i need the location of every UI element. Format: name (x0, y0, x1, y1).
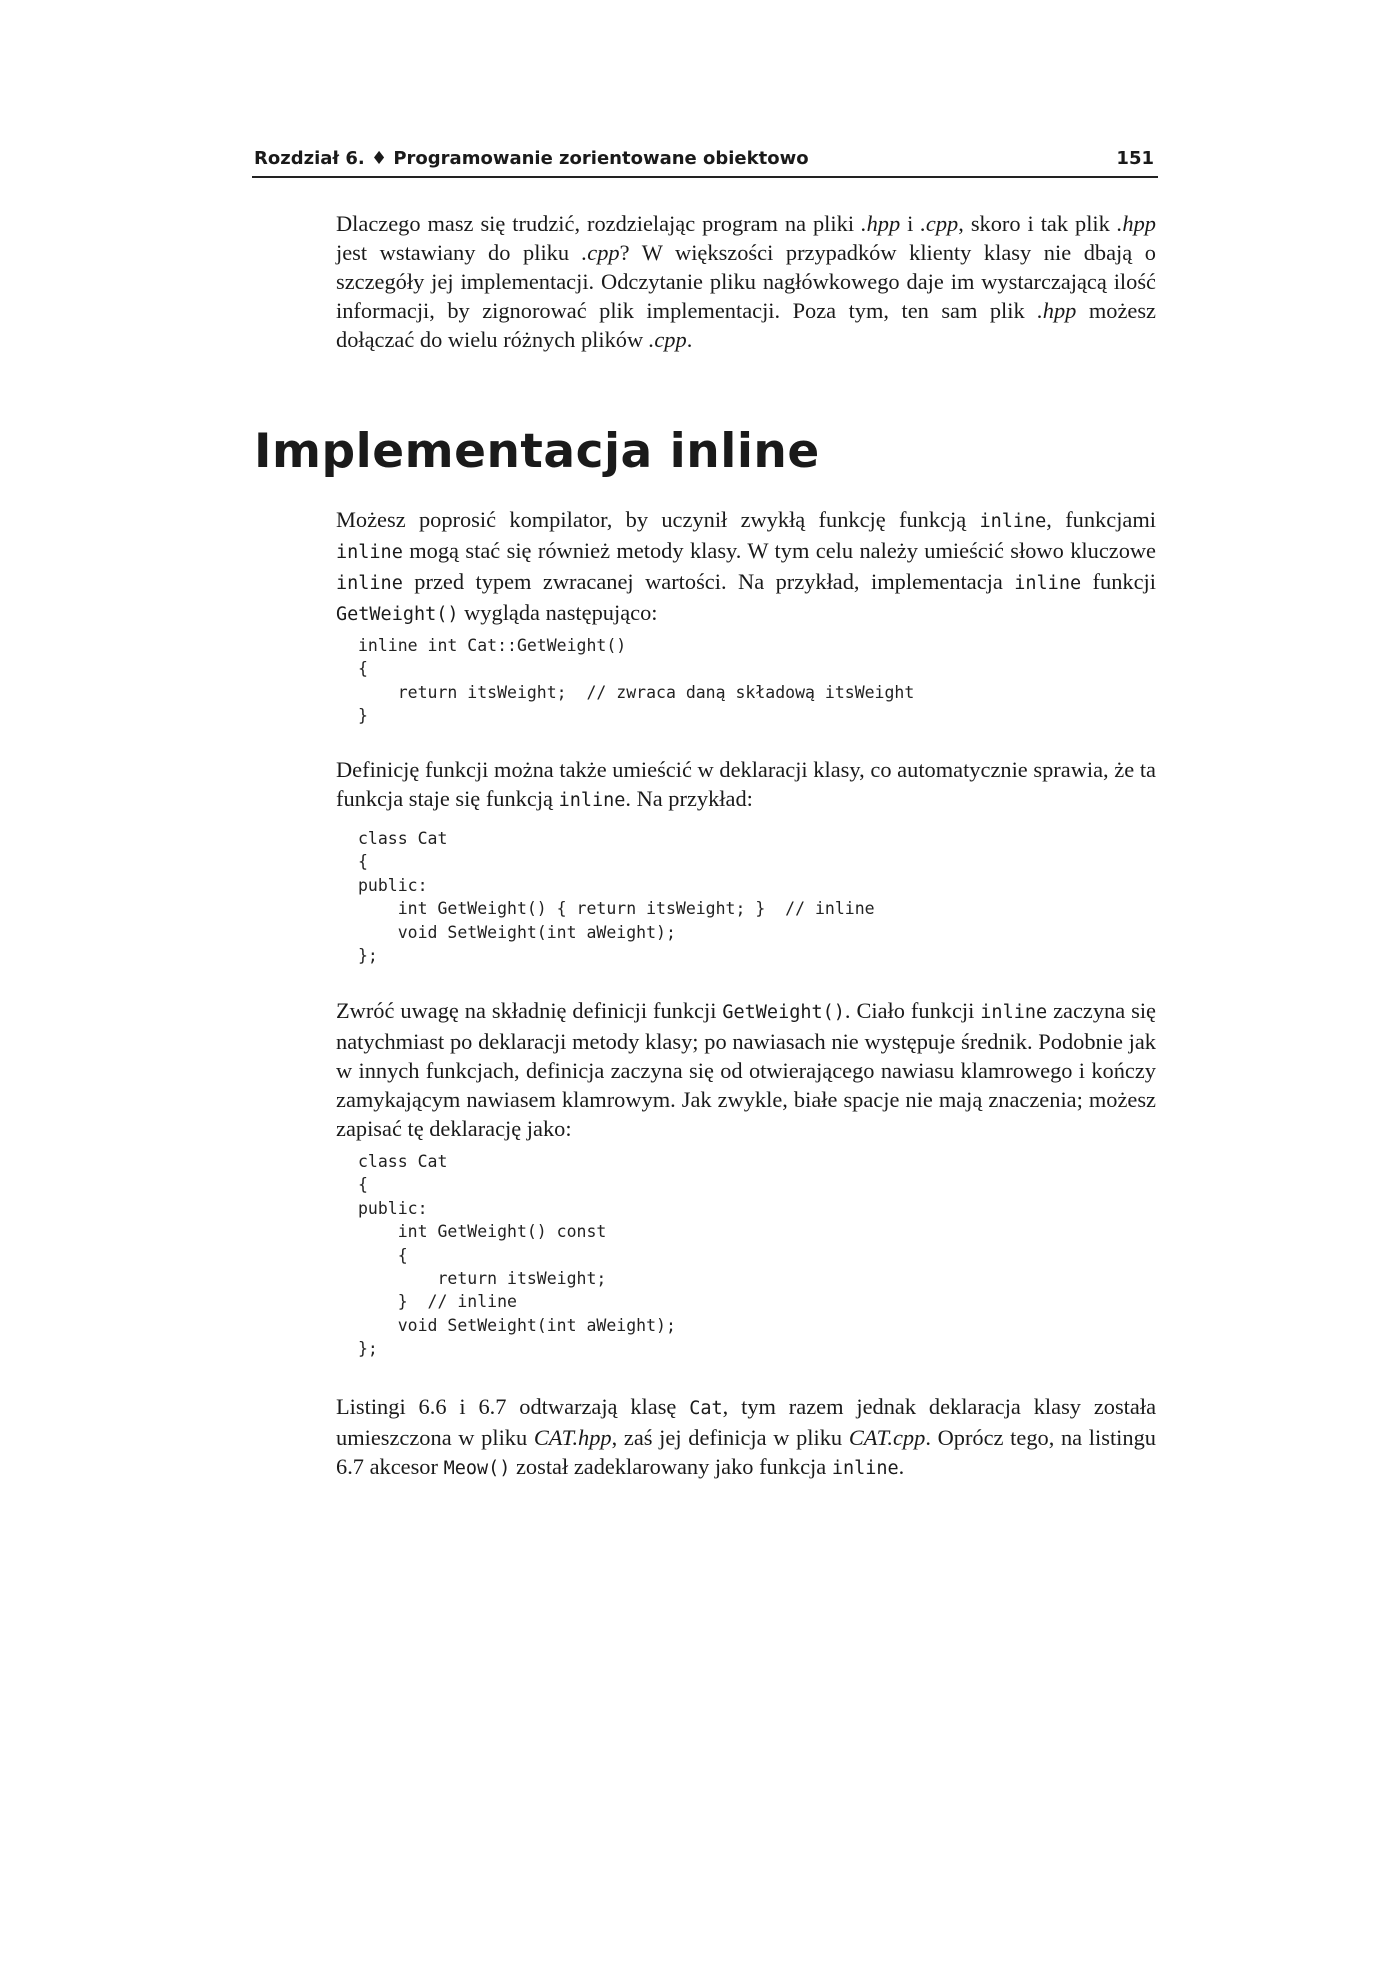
running-header (252, 146, 1158, 178)
paragraph-inline-intro: Możesz poprosić kompilator, by uczynił zwykłą funkcję funkcją inline, funkcjami inline mogą stać się również metody klasy. W tym celu należy umieścić słowo kluczowe inline przed typem zwracanej wartości. Na przykład, implementacja inline funkcji GetWeight() wygląda następująco: (336, 507, 1156, 625)
intro-paragraph: Dlaczego masz się trudzić, rozdzielając program na pliki .hpp i .cpp, skoro i tak plik .hpp jest wstawiany do pliku .cpp? W większości przypadków klienty klasy nie dbają o szczegóły jej implementacji. Odczytanie pliku nagłówkowego daje im wystarczającą ilość informacji, by zignorować plik implementacji. Poza tym, ten sam plik .hpp możesz dołączać do wielu różnych plików .cpp. (336, 211, 1156, 352)
paragraph-listings: Listingi 6.6 i 6.7 odtwarzają klasę Cat, tym razem jednak deklaracja klasy została umieszczona w pliku CAT.hpp, zaś jej definicja w pliku CAT.cpp. Oprócz tego, na listingu 6.7 akcesor Meow() został zadeklarowany jako funkcja inline. (336, 1394, 1157, 1479)
paragraph-syntax-note: Zwróć uwagę na składnię definicji funkcji GetWeight(). Ciało funkcji inline zaczyna się natychmiast po deklaracji metody klasy; po nawiasach nie występuje średnik. Podobnie jak w innych funkcjach, definicja zaczyna się od otwierającego nawiasu klamrowego i kończy zamykającym nawiasem klamrowym. Jak zwykle, białe spacje nie mają znaczenia; możesz zapisać tę deklarację jako: (336, 998, 1156, 1141)
code-listing-class-inline: class Cat { public: int GetWeight() { return itsWeight; } // inline void SetWeight(int aWeight); }; (358, 829, 875, 966)
code-listing-class-multiline: class Cat { public: int GetWeight() const { return itsWeight; } // inline void SetWeight(int aWeight); }; (358, 1152, 676, 1359)
code-listing-getweight: inline int Cat::GetWeight() { return itsWeight; // zwraca daną składową itsWeight } (358, 636, 915, 726)
paragraph-class-definition: Definicję funkcji można także umieścić w deklaracji klasy, co automatycznie sprawia, że ta funkcja staje się funkcją inline. Na przykład: (336, 757, 1156, 811)
page-number: 151 (1116, 148, 1154, 169)
section-heading: Implementacja inline (254, 424, 820, 479)
chapter-title: Rozdział 6. ♦ Programowanie zorientowane obiektowo (254, 148, 809, 169)
